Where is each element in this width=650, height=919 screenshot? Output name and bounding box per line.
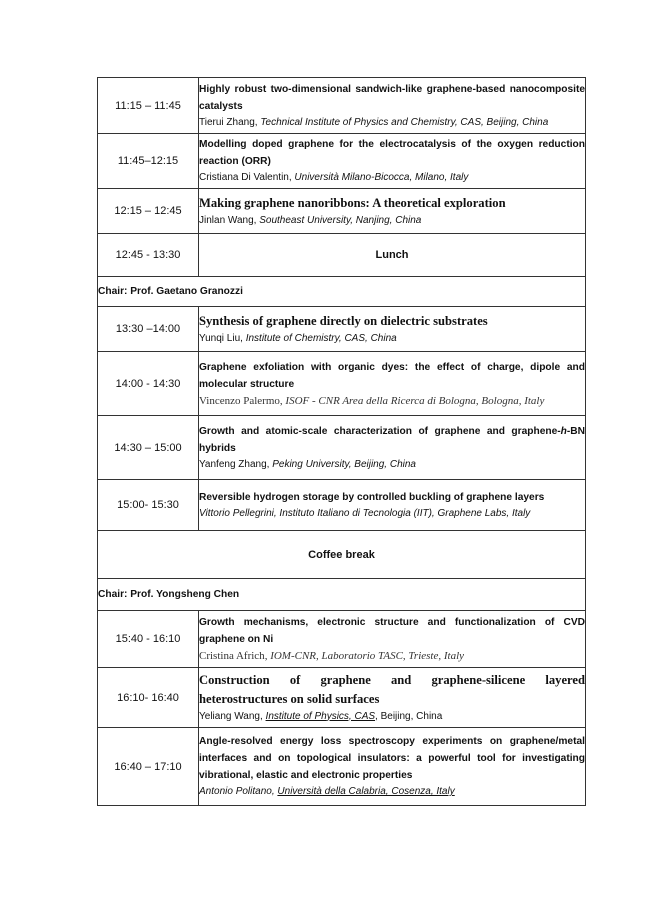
speaker-line: Cristiana Di Valentin, Università Milano-Bicocca, Milano, Italy xyxy=(199,172,469,183)
talk-cell xyxy=(199,78,586,134)
speaker-affiliation: ISOF - CNR Area della Ricerca di Bologna, Bologna, Italy xyxy=(285,394,545,407)
session-chair: Chair: Prof. Gaetano Granozzi xyxy=(98,277,586,307)
session-chair: Chair: Prof. Yongsheng Chen xyxy=(98,579,586,611)
speaker-affiliation: Università della Calabria, Cosenza, Italy xyxy=(277,786,455,797)
speaker-affiliation: Institute of Physics, CAS xyxy=(265,710,376,722)
talk-title: Reversible hydrogen storage by controlled buckling of graphene layers xyxy=(199,491,545,503)
speaker-name: Cristina Africh xyxy=(199,650,265,662)
talk-title: Highly robust two-dimensional sandwich-like graphene-based nanocomposite catalysts xyxy=(199,83,585,112)
table-row xyxy=(98,531,586,579)
table-row xyxy=(98,728,586,806)
time-cell: 15:40 - 16:10 xyxy=(98,611,199,668)
title-part-italic: h xyxy=(560,425,567,437)
title-part: -BN hybrids xyxy=(199,425,585,454)
talk-cell xyxy=(199,668,586,728)
time-cell: 12:45 - 13:30 xyxy=(98,234,199,277)
speaker-line: Yeliang Wang, Institute of Physics, CAS, Beijing, China xyxy=(199,710,443,722)
speaker-name: Tierui Zhang xyxy=(199,116,255,128)
speaker-line: Yanfeng Zhang, Peking University, Beijing, China xyxy=(199,458,416,470)
table-row xyxy=(98,78,586,134)
speaker-name: Vincenzo Palermo xyxy=(199,394,280,407)
talk-cell xyxy=(199,480,586,531)
speaker-line: Yunqi Liu, Institute of Chemistry, CAS, China xyxy=(199,332,397,344)
talk-cell xyxy=(199,728,586,806)
speaker-name: Cristiana Di Valentin xyxy=(199,172,289,183)
time-cell: 12:15 – 12:45 xyxy=(98,189,199,234)
speaker-affiliation: Università Milano-Bicocca, Milano, Italy xyxy=(294,172,469,183)
speaker-line: Antonio Politano, Università della Calabria, Cosenza, Italy xyxy=(199,786,455,797)
time-cell: 15:00- 15:30 xyxy=(98,480,199,531)
time-cell: 14:30 – 15:00 xyxy=(98,416,199,480)
speaker-line: Cristina Africh, IOM-CNR, Laboratorio TASC, Trieste, Italy xyxy=(199,650,465,662)
table-row xyxy=(98,134,586,189)
speaker-affiliation: IOM-CNR, Laboratorio TASC, Trieste, Italy xyxy=(270,650,465,662)
talk-title: Graphene exfoliation with organic dyes: the effect of charge, dipole and molecular structure xyxy=(199,361,585,390)
speaker-affiliation: Southeast University, Nanjing, China xyxy=(259,214,422,226)
talk-cell xyxy=(199,189,586,234)
talk-cell xyxy=(199,416,586,480)
speaker-name: Yeliang Wang xyxy=(199,710,260,722)
table-row xyxy=(98,307,586,352)
speaker-name: Antonio Politano xyxy=(199,786,272,797)
speaker-line: Tierui Zhang, Technical Institute of Physics and Chemistry, CAS, Beijing, China xyxy=(199,116,549,128)
time-cell: 14:00 - 14:30 xyxy=(98,352,199,416)
speaker-affiliation: Technical Institute of Physics and Chemistry, CAS, Beijing, China xyxy=(260,116,549,128)
time-cell: 16:10- 16:40 xyxy=(98,668,199,728)
talk-title: Construction of graphene and graphene-silicene layered heterostructures on solid surfaces xyxy=(199,672,585,706)
table-row xyxy=(98,611,586,668)
talk-cell xyxy=(199,307,586,352)
speaker-affiliation-tail: , Beijing, China xyxy=(375,710,443,722)
table-row xyxy=(98,416,586,480)
time-cell: 11:15 – 11:45 xyxy=(98,78,199,134)
talk-title: Growth mechanisms, electronic structure and functionalization of CVD graphene on Ni xyxy=(199,617,585,645)
speaker-affiliation: Institute of Chemistry, CAS, China xyxy=(245,332,397,344)
coffee-break: Coffee break xyxy=(98,531,586,579)
talk-title: Making graphene nanoribbons: A theoretical exploration xyxy=(199,195,506,210)
speaker-name: Yunqi Liu xyxy=(199,332,241,344)
table-row xyxy=(98,579,586,611)
time-cell: 16:40 – 17:10 xyxy=(98,728,199,806)
speaker-affiliation: Instituto Italiano di Tecnologia (IIT), Graphene Labs, Italy xyxy=(279,507,531,519)
speaker-name: Jinlan Wang xyxy=(199,214,254,226)
table-row xyxy=(98,277,586,307)
title-part: Growth and atomic-scale characterization of graphene and graphene- xyxy=(199,425,561,437)
speaker-affiliation: Peking University, Beijing, China xyxy=(272,458,416,470)
lunch-break: Lunch xyxy=(199,234,586,277)
table-row xyxy=(98,189,586,234)
table-row xyxy=(98,234,586,277)
time-cell: 11:45–12:15 xyxy=(98,134,199,189)
speaker-line: Jinlan Wang, Southeast University, Nanjing, China xyxy=(199,214,422,226)
talk-title: Modelling doped graphene for the electrocatalysis of the oxygen reduction reaction (ORR) xyxy=(199,139,585,167)
talk-cell xyxy=(199,611,586,668)
talk-cell xyxy=(199,134,586,189)
speaker-line: Vittorio Pellegrini, Instituto Italiano di Tecnologia (IIT), Graphene Labs, Italy xyxy=(199,507,531,519)
talk-title: Angle-resolved energy loss spectroscopy experiments on graphene/metal interfaces and on topological insulators: a powerful tool for investigating vibrational, elastic and electronic properties xyxy=(199,736,585,781)
speaker-name: Vittorio Pellegrini xyxy=(199,507,274,519)
time-cell: 13:30 –14:00 xyxy=(98,307,199,352)
table-row xyxy=(98,668,586,728)
table-row xyxy=(98,352,586,416)
talk-title: Synthesis of graphene directly on dielectric substrates xyxy=(199,313,488,328)
speaker-name: Yanfeng Zhang xyxy=(199,458,267,470)
speaker-line: Vincenzo Palermo, ISOF - CNR Area della Ricerca di Bologna, Bologna, Italy xyxy=(199,394,545,407)
talk-cell xyxy=(199,352,586,416)
talk-title xyxy=(199,423,585,457)
schedule-table xyxy=(97,77,586,806)
table-row xyxy=(98,480,586,531)
